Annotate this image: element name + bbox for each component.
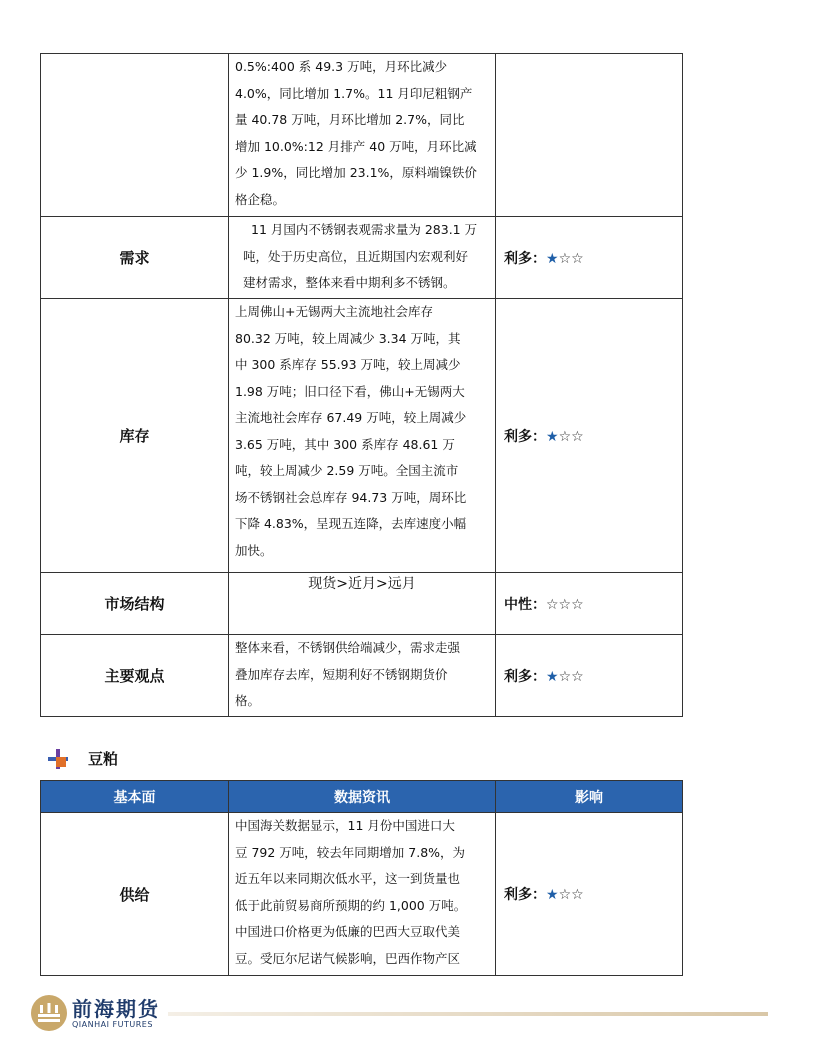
data-line: 整体来看，不锈钢供给端减少，需求走强 <box>235 640 461 655</box>
soybean-meal-table <box>40 780 683 976</box>
data-line: 中 300 系库存 55.93 万吨，较上周减少 <box>235 357 461 372</box>
table-row <box>41 54 683 217</box>
impact-label: 中性： <box>504 596 546 613</box>
star-empty-icon: ☆☆ <box>558 887 584 903</box>
data-line: 上周佛山+无锡两大主流地社会库存 <box>235 304 433 319</box>
header-fundamentals: 基本面 <box>41 781 229 813</box>
row-label-main-view: 主要观点 <box>41 635 229 717</box>
data-cell <box>229 813 496 976</box>
table-header-row <box>41 781 683 813</box>
row-label <box>41 54 229 217</box>
row-label-inventory: 库存 <box>41 299 229 573</box>
data-line: 量 40.78 万吨，月环比增加 2.7%，同比 <box>235 112 465 127</box>
data-line: 加快。 <box>235 542 273 558</box>
data-line: 中国进口价格更为低廉的巴西大豆取代美 <box>235 924 461 939</box>
data-line: 叠加库存去库，短期利好不锈钢期货价 <box>235 666 448 682</box>
data-line: 建材需求，整体来看中期利多不锈钢。 <box>243 275 456 290</box>
table-row <box>41 217 683 299</box>
row-label-demand: 需求 <box>41 217 229 299</box>
impact-cell <box>496 635 683 717</box>
data-line: 下降 4.83%，呈现五连降，去库速度小幅 <box>235 516 467 531</box>
impact-cell <box>496 813 683 976</box>
logo-emblem-icon <box>30 994 68 1032</box>
data-line: 近五年以来同期次低水平，这一到货量也 <box>235 871 461 886</box>
row-label-market-structure: 市场结构 <box>41 573 229 635</box>
data-line: 现货>近月>远月 <box>308 576 416 592</box>
star-filled-icon: ★ <box>546 668 559 685</box>
data-line: 中国海关数据显示，11 月份中国进口大 <box>235 818 455 833</box>
data-line: 少 1.9%，同比增加 23.1%，原料端镍铁价 <box>235 165 477 180</box>
impact-label: 利多： <box>504 887 546 903</box>
plus-icon <box>48 749 68 769</box>
impact-cell <box>496 54 683 217</box>
stainless-steel-table <box>40 53 683 717</box>
data-line: 80.32 万吨，较上周减少 3.34 万吨，其 <box>235 330 461 346</box>
data-line: 11 月国内不锈钢表观需求量为 283.1 万 <box>251 222 478 237</box>
impact-label: 利多： <box>504 250 546 267</box>
impact-cell <box>496 217 683 299</box>
section-heading <box>48 748 118 769</box>
data-line: 吨，较上周减少 2.59 万吨。全国主流市 <box>235 463 459 478</box>
impact-label: 利多： <box>504 428 546 445</box>
star-empty-icon: ☆☆ <box>558 668 584 685</box>
star-empty-icon: ☆☆ <box>558 250 584 267</box>
star-empty-icon: ☆☆ <box>558 428 584 445</box>
data-line: 0.5%:400 系 49.3 万吨，月环比减少 <box>235 59 448 74</box>
data-cell <box>229 573 496 635</box>
data-line: 1.98 万吨；旧口径下看，佛山+无锡两大 <box>235 383 465 399</box>
data-line: 增加 10.0%:12 月排产 40 万吨，月环比减 <box>235 138 477 154</box>
star-empty-icon: ☆☆☆ <box>546 596 584 613</box>
header-data-info: 数据资讯 <box>229 781 496 813</box>
star-filled-icon: ★ <box>546 250 559 267</box>
company-logo <box>30 994 160 1032</box>
data-line: 低于此前贸易商所预期的约 1,000 万吨。 <box>235 897 467 913</box>
impact-cell <box>496 299 683 573</box>
data-line: 格企稳。 <box>235 191 286 207</box>
table-row <box>41 635 683 717</box>
data-line: 吨，处于历史高位，且近期国内宏观利好 <box>243 248 469 264</box>
data-line: 3.65 万吨，其中 300 系库存 48.61 万 <box>235 436 455 452</box>
impact-label: 利多： <box>504 668 546 685</box>
data-line: 场不锈钢社会总库存 94.73 万吨，周环比 <box>235 489 467 505</box>
data-cell <box>229 217 496 299</box>
section-title: 豆粕 <box>88 750 119 768</box>
data-line: 格。 <box>235 693 261 708</box>
impact-cell <box>496 573 683 635</box>
star-filled-icon: ★ <box>546 887 559 903</box>
table-row <box>41 813 683 976</box>
table-row <box>41 299 683 573</box>
star-filled-icon: ★ <box>546 428 559 445</box>
row-label-supply: 供给 <box>41 813 229 976</box>
data-line: 4.0%，同比增加 1.7%。11 月印尼粗钢产 <box>235 85 473 101</box>
data-line: 豆。受厄尔尼诺气候影响，巴西作物产区 <box>235 950 461 966</box>
data-cell <box>229 635 496 717</box>
logo-chinese-name: 前海期货 <box>72 996 160 1021</box>
header-impact: 影响 <box>496 781 683 813</box>
data-cell <box>229 54 496 217</box>
data-line: 豆 792 万吨，较去年同期增加 7.8%，为 <box>235 844 466 860</box>
table-row <box>41 573 683 635</box>
footer-divider <box>168 1012 768 1016</box>
data-cell <box>229 299 496 573</box>
logo-english-name: QIANHAI FUTURES <box>72 1019 153 1029</box>
data-line: 主流地社会库存 67.49 万吨，较上周减少 <box>235 410 467 425</box>
